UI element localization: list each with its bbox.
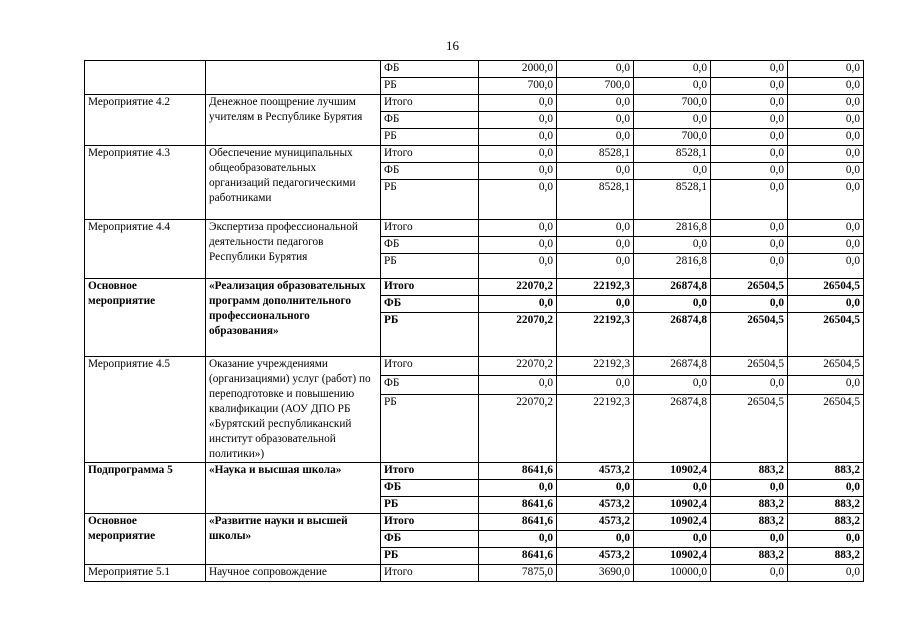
amount-cell: 0,0 — [634, 78, 711, 95]
amount-cell: 0,0 — [557, 237, 634, 254]
amount-cell: 8528,1 — [634, 180, 711, 220]
amount-cell: 0,0 — [557, 61, 634, 78]
funding-source: Итого — [381, 514, 479, 531]
amount-cell: 0,0 — [479, 220, 557, 237]
table-row — [85, 61, 864, 78]
amount-cell: 0,0 — [711, 565, 788, 582]
amount-cell: 26504,5 — [788, 313, 864, 357]
funding-source: РБ — [381, 129, 479, 146]
amount-cell: 0,0 — [479, 480, 557, 497]
amount-cell: 0,0 — [788, 61, 864, 78]
amount-cell: 0,0 — [557, 480, 634, 497]
amount-cell: 0,0 — [788, 296, 864, 313]
amount-cell: 0,0 — [788, 376, 864, 395]
amount-cell: 883,2 — [711, 514, 788, 531]
amount-cell: 22192,3 — [557, 313, 634, 357]
program-name — [206, 61, 381, 95]
funding-source: Итого — [381, 357, 479, 376]
amount-cell: 0,0 — [479, 163, 557, 180]
amount-cell: 26504,5 — [711, 395, 788, 463]
amount-cell: 0,0 — [557, 163, 634, 180]
amount-cell: 883,2 — [788, 548, 864, 565]
amount-cell: 0,0 — [479, 531, 557, 548]
amount-cell: 7875,0 — [479, 565, 557, 582]
amount-cell: 883,2 — [711, 548, 788, 565]
amount-cell: 4573,2 — [557, 497, 634, 514]
amount-cell: 2816,8 — [634, 254, 711, 279]
amount-cell: 0,0 — [557, 112, 634, 129]
program-code: Мероприятие 4.4 — [85, 220, 206, 279]
program-name: Экспертиза профессиональной деятельности педагогов Республики Бурятия — [206, 220, 381, 279]
amount-cell: 0,0 — [788, 480, 864, 497]
amount-cell: 0,0 — [788, 129, 864, 146]
amount-cell: 26504,5 — [711, 279, 788, 296]
program-code — [85, 61, 206, 95]
amount-cell: 0,0 — [711, 220, 788, 237]
table-row — [85, 146, 864, 163]
amount-cell: 8641,6 — [479, 548, 557, 565]
funding-source: РБ — [381, 395, 479, 463]
amount-cell: 0,0 — [479, 376, 557, 395]
amount-cell: 0,0 — [557, 376, 634, 395]
amount-cell: 0,0 — [711, 296, 788, 313]
amount-cell: 0,0 — [711, 129, 788, 146]
budget-table — [84, 60, 864, 582]
amount-cell: 883,2 — [788, 463, 864, 480]
amount-cell: 0,0 — [479, 129, 557, 146]
amount-cell: 0,0 — [711, 146, 788, 163]
funding-source: Итого — [381, 95, 479, 112]
page-number: 16 — [446, 38, 459, 53]
program-code: Мероприятие 4.2 — [85, 95, 206, 146]
amount-cell: 0,0 — [788, 565, 864, 582]
table-row — [85, 220, 864, 237]
program-code: Основное мероприятие — [85, 514, 206, 565]
amount-cell: 10902,4 — [634, 514, 711, 531]
amount-cell: 0,0 — [711, 78, 788, 95]
amount-cell: 8641,6 — [479, 514, 557, 531]
amount-cell: 0,0 — [634, 237, 711, 254]
amount-cell: 0,0 — [479, 146, 557, 163]
amount-cell: 883,2 — [711, 463, 788, 480]
amount-cell: 0,0 — [711, 180, 788, 220]
funding-source: ФБ — [381, 163, 479, 180]
program-name: «Развитие науки и высшей школы» — [206, 514, 381, 565]
amount-cell: 0,0 — [711, 95, 788, 112]
amount-cell: 0,0 — [711, 112, 788, 129]
funding-source: Итого — [381, 279, 479, 296]
amount-cell: 0,0 — [634, 531, 711, 548]
amount-cell: 0,0 — [788, 163, 864, 180]
amount-cell: 8528,1 — [557, 180, 634, 220]
amount-cell: 26504,5 — [711, 357, 788, 376]
funding-source: ФБ — [381, 112, 479, 129]
amount-cell: 8641,6 — [479, 463, 557, 480]
program-name: Денежное поощрение лучшим учителям в Республике Бурятия — [206, 95, 381, 146]
funding-source: Итого — [381, 220, 479, 237]
amount-cell: 4573,2 — [557, 548, 634, 565]
funding-source: Итого — [381, 565, 479, 582]
amount-cell: 26504,5 — [788, 279, 864, 296]
amount-cell: 0,0 — [479, 112, 557, 129]
amount-cell: 4573,2 — [557, 514, 634, 531]
amount-cell: 0,0 — [788, 78, 864, 95]
amount-cell: 26874,8 — [634, 395, 711, 463]
program-code: Мероприятие 4.3 — [85, 146, 206, 220]
table-row — [85, 463, 864, 480]
amount-cell: 0,0 — [711, 163, 788, 180]
funding-source: РБ — [381, 497, 479, 514]
table-row — [85, 565, 864, 582]
amount-cell: 0,0 — [788, 95, 864, 112]
amount-cell: 3690,0 — [557, 565, 634, 582]
funding-source: ФБ — [381, 531, 479, 548]
amount-cell: 0,0 — [634, 376, 711, 395]
amount-cell: 8641,6 — [479, 497, 557, 514]
amount-cell: 0,0 — [711, 237, 788, 254]
amount-cell: 0,0 — [711, 376, 788, 395]
funding-source: ФБ — [381, 480, 479, 497]
amount-cell: 700,0 — [634, 129, 711, 146]
program-code: Мероприятие 4.5 — [85, 357, 206, 463]
program-name: «Реализация образовательных программ дополнительного профессионального образования» — [206, 279, 381, 357]
funding-source: Итого — [381, 146, 479, 163]
amount-cell: 700,0 — [479, 78, 557, 95]
funding-source: ФБ — [381, 61, 479, 78]
amount-cell: 883,2 — [788, 514, 864, 531]
amount-cell: 22192,3 — [557, 279, 634, 296]
amount-cell: 0,0 — [788, 112, 864, 129]
table-row — [85, 514, 864, 531]
amount-cell: 22192,3 — [557, 357, 634, 376]
amount-cell: 2000,0 — [479, 61, 557, 78]
amount-cell: 22192,3 — [557, 395, 634, 463]
amount-cell: 10902,4 — [634, 497, 711, 514]
amount-cell: 2816,8 — [634, 220, 711, 237]
amount-cell: 22070,2 — [479, 395, 557, 463]
amount-cell: 0,0 — [557, 531, 634, 548]
funding-source: Итого — [381, 463, 479, 480]
amount-cell: 0,0 — [557, 129, 634, 146]
amount-cell: 0,0 — [557, 220, 634, 237]
amount-cell: 0,0 — [788, 531, 864, 548]
amount-cell: 0,0 — [479, 296, 557, 313]
amount-cell: 0,0 — [711, 531, 788, 548]
amount-cell: 26874,8 — [634, 357, 711, 376]
funding-source: ФБ — [381, 376, 479, 395]
amount-cell: 0,0 — [634, 480, 711, 497]
amount-cell: 0,0 — [788, 237, 864, 254]
amount-cell: 0,0 — [557, 254, 634, 279]
funding-source: РБ — [381, 78, 479, 95]
amount-cell: 0,0 — [557, 95, 634, 112]
amount-cell: 0,0 — [479, 180, 557, 220]
amount-cell: 0,0 — [634, 163, 711, 180]
funding-source: ФБ — [381, 237, 479, 254]
funding-source: ФБ — [381, 296, 479, 313]
funding-source: РБ — [381, 180, 479, 220]
amount-cell: 26504,5 — [711, 313, 788, 357]
amount-cell: 883,2 — [711, 497, 788, 514]
amount-cell: 10902,4 — [634, 463, 711, 480]
amount-cell: 0,0 — [788, 254, 864, 279]
funding-source: РБ — [381, 254, 479, 279]
amount-cell: 700,0 — [634, 95, 711, 112]
program-name: Оказание учреждениями (организациями) услуг (работ) по переподготовке и повышению квалификации (АОУ ДПО РБ «Бурятский республиканский институт образовательной политики») — [206, 357, 381, 463]
amount-cell: 4573,2 — [557, 463, 634, 480]
amount-cell: 0,0 — [711, 61, 788, 78]
funding-source: РБ — [381, 548, 479, 565]
table-row — [85, 357, 864, 376]
funding-source: РБ — [381, 313, 479, 357]
amount-cell: 0,0 — [711, 254, 788, 279]
amount-cell: 26874,8 — [634, 279, 711, 296]
amount-cell: 883,2 — [788, 497, 864, 514]
amount-cell: 0,0 — [788, 146, 864, 163]
amount-cell: 0,0 — [479, 95, 557, 112]
program-code: Мероприятие 5.1 — [85, 565, 206, 582]
amount-cell: 0,0 — [634, 296, 711, 313]
amount-cell: 8528,1 — [634, 146, 711, 163]
amount-cell: 8528,1 — [557, 146, 634, 163]
program-code: Подпрограмма 5 — [85, 463, 206, 514]
amount-cell: 0,0 — [479, 237, 557, 254]
amount-cell: 0,0 — [634, 112, 711, 129]
table-row — [85, 95, 864, 112]
program-name: «Наука и высшая школа» — [206, 463, 381, 514]
program-code: Основное мероприятие — [85, 279, 206, 357]
amount-cell: 0,0 — [479, 254, 557, 279]
amount-cell: 10000,0 — [634, 565, 711, 582]
amount-cell: 0,0 — [788, 220, 864, 237]
program-name: Обеспечение муниципальных общеобразовательных организаций педагогическими работниками — [206, 146, 381, 220]
amount-cell: 0,0 — [634, 61, 711, 78]
amount-cell: 0,0 — [788, 180, 864, 220]
program-name: Научное сопровождение — [206, 565, 381, 582]
amount-cell: 22070,2 — [479, 279, 557, 296]
amount-cell: 26504,5 — [788, 357, 864, 376]
amount-cell: 0,0 — [711, 480, 788, 497]
amount-cell: 22070,2 — [479, 357, 557, 376]
amount-cell: 26504,5 — [788, 395, 864, 463]
amount-cell: 22070,2 — [479, 313, 557, 357]
table-row — [85, 279, 864, 296]
amount-cell: 0,0 — [557, 296, 634, 313]
amount-cell: 26874,8 — [634, 313, 711, 357]
amount-cell: 700,0 — [557, 78, 634, 95]
amount-cell: 10902,4 — [634, 548, 711, 565]
